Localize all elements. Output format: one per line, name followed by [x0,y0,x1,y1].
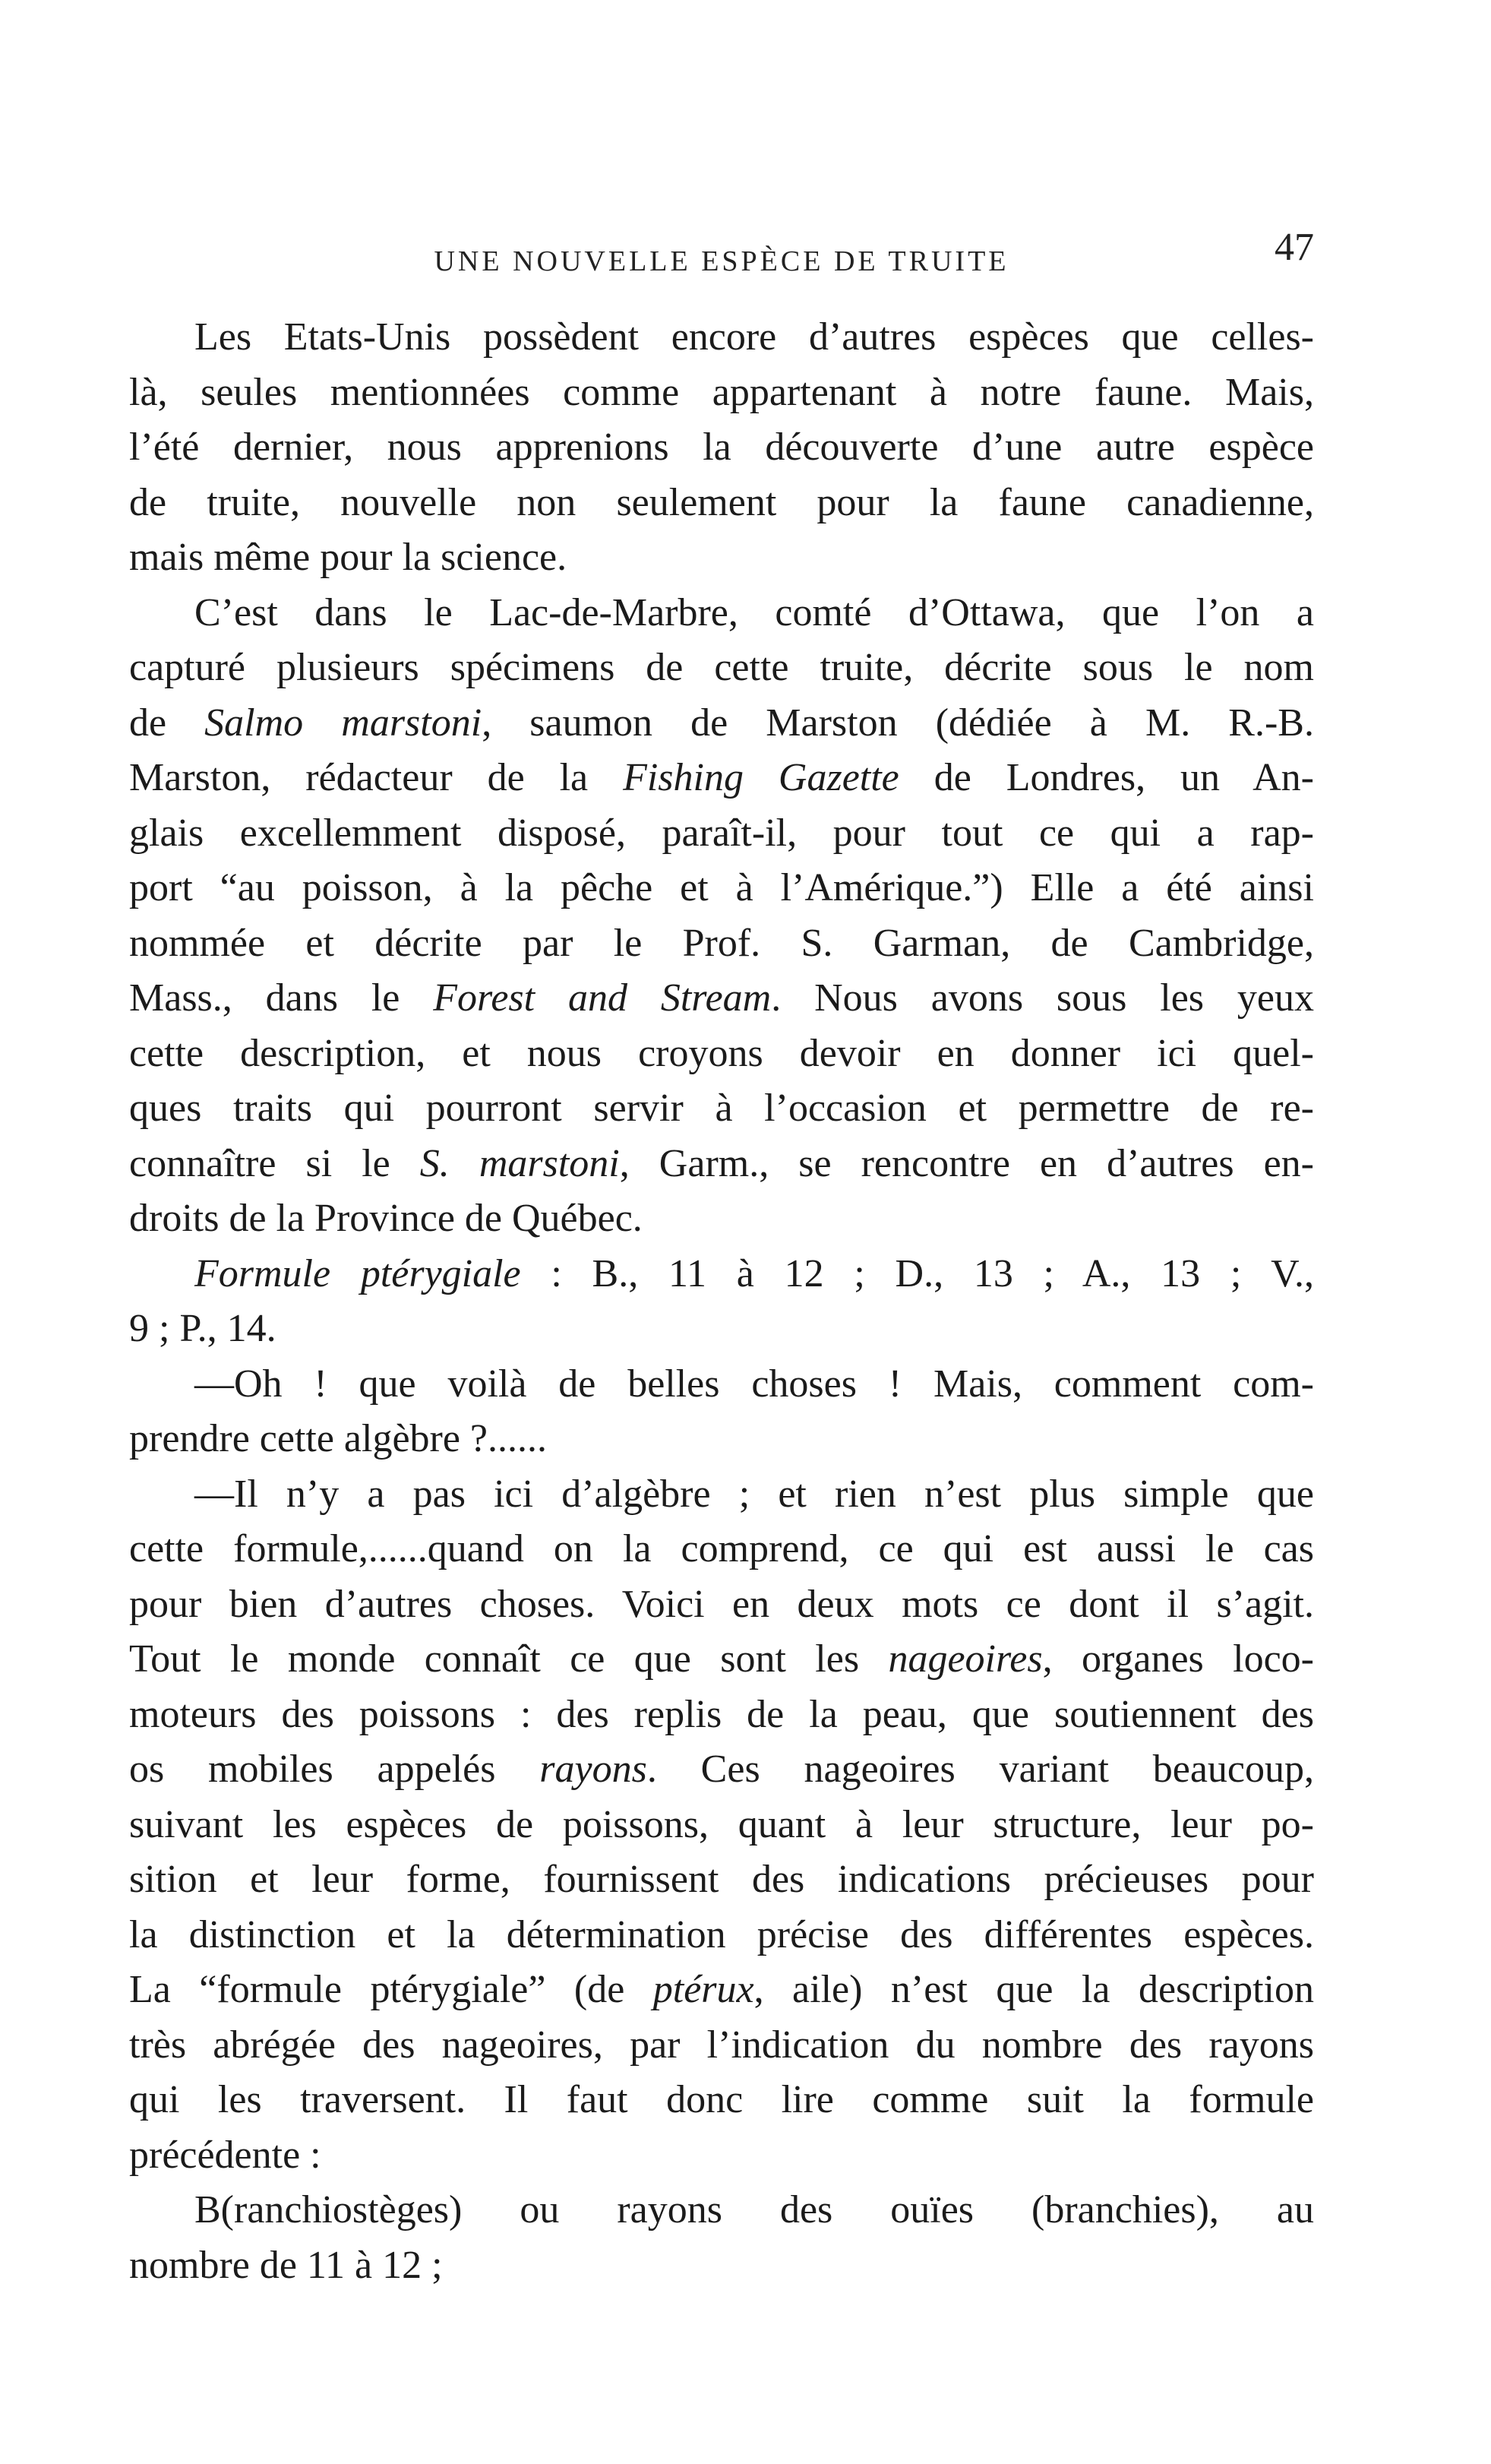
text-run: de [129,701,205,745]
text-run: , saumon de Marston (dédiée à M. R.-B. [482,701,1314,745]
italic-text: S. marstoni [419,1141,620,1185]
text-run: , aile) n’est que la description [753,1968,1314,2011]
text-line: 9 ; P., 14. [129,1307,276,1350]
text-line: glais excellemment disposé, paraît-il, pour tout ce qui a rap- [129,811,1314,855]
text-run: La “formule ptérygiale” (de [129,1968,653,2011]
text-line: très abrégée des nageoires, par l’indication du nombre des rayons [129,2023,1314,2067]
text-line: nombre de 11 à 12 ; [129,2243,443,2287]
text-line: ques traits qui pourront servir à l’occasion et permettre de re- [129,1087,1314,1130]
text-line: droits de la Province de Québec. [129,1197,643,1240]
text-line: sition et leur forme, fournissent des indications précieuses pour [129,1858,1314,1901]
text-line [129,1963,1314,2018]
text-line: mais même pour la science. [129,536,567,579]
text-line: —Oh ! que voilà de belles choses ! Mais, comment com- [194,1362,1314,1406]
text-run: de Londres, un An- [899,756,1314,799]
running-title: UNE NOUVELLE ESPÈCE DE TRUITE [434,245,1009,277]
italic-text: rayons [539,1748,647,1791]
text-line: la distinction et la détermination précise des différentes espèces. [129,1912,1314,1956]
text-line [129,696,1314,751]
text-run: Marston, rédacteur de la [129,756,624,799]
text-line [129,1247,1314,1302]
text-run: Tout le monde connaît ce que sont les [129,1637,889,1681]
text-line: précédente : [129,2133,321,2177]
text-run: , Garm., se rencontre en d’autres en- [619,1141,1314,1185]
text-line: prendre cette algèbre ?...... [129,1417,548,1460]
text-line: capturé plusieurs spécimens de cette truite, décrite sous le nom [129,646,1314,689]
text-run: : B., 11 à 12 ; D., 13 ; A., 13 ; V., [520,1251,1314,1295]
page-number: 47 [1275,226,1314,269]
text-line [129,1137,1314,1192]
text-line: suivant les espèces de poissons, quant à leur structure, leur po- [129,1802,1314,1846]
italic-text: Forest and Stream [433,976,772,1020]
text-line: qui les traversent. Il faut donc lire comme suit la formule [129,2078,1314,2121]
text-run: . Ces nageoires variant beaucoup, [646,1748,1314,1791]
text-line: là, seules mentionnées comme appartenant à notre faune. Mais, [129,370,1314,414]
text-line: pour bien d’autres choses. Voici en deux mots ce dont il s’agit. [129,1582,1314,1626]
text-run: . Nous avons sous les yeux [771,976,1314,1020]
text-line [129,751,1314,806]
text-line: cette formule,......quand on la comprend, ce qui est aussi le cas [129,1527,1314,1570]
text-line [129,1632,1314,1687]
italic-text: Salmo marstoni [204,701,482,745]
text-run: , organes loco- [1042,1637,1314,1681]
italic-text: nageoires [888,1637,1043,1681]
body-text [129,310,1314,2293]
text-line: cette description, et nous croyons devoir en donner ici quel- [129,1031,1314,1075]
running-head [129,225,1314,286]
text-line: —Il n’y a pas ici d’algèbre ; et rien n’est plus simple que [194,1472,1314,1516]
text-line: l’été dernier, nous apprenions la découverte d’une autre espèce [129,425,1314,469]
text-line: port “au poisson, à la pêche et à l’Amérique.”) Elle a été ainsi [129,866,1314,909]
text-line: B(ranchiostèges) ou rayons des ouïes (branchies), au [194,2188,1314,2232]
italic-text: Fishing Gazette [623,756,899,799]
text-line [129,1742,1314,1798]
text-line: nommée et décrite par le Prof. S. Garman, de Cambridge, [129,921,1314,965]
text-line [129,971,1314,1026]
text-line: de truite, nouvelle non seulement pour la faune canadienne, [129,480,1314,524]
text-line: moteurs des poissons : des replis de la peau, que soutiennent des [129,1692,1314,1736]
text-run: Mass., dans le [129,976,434,1020]
text-line: C’est dans le Lac-de-Marbre, comté d’Ottawa, que l’on a [194,590,1314,634]
text-run: os mobiles appelés [129,1748,540,1791]
italic-text: Formule ptérygiale [194,1251,521,1295]
text-line: Les Etats-Unis possèdent encore d’autres espèces que celles- [194,315,1314,359]
text-run: connaître si le [129,1141,420,1185]
italic-text: ptérux [652,1968,754,2011]
